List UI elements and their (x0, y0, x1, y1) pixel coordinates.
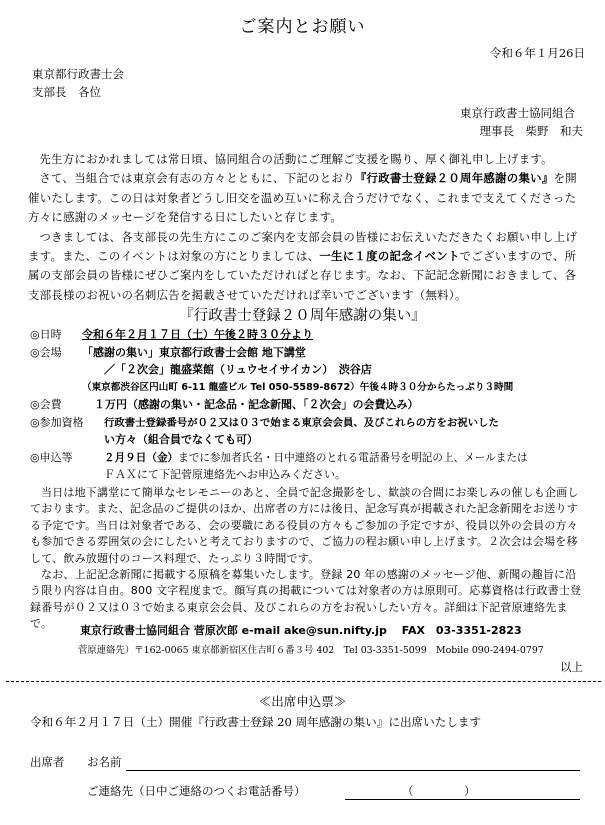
phone-label: ご連絡先（日中ご連絡のつくお電話番号） (87, 784, 306, 798)
intro-p2-pre: さて、当組合では東京会有志の方々とともに、下記のとおり (39, 171, 355, 186)
intro-paragraph-3 (28, 228, 584, 306)
eligibility-line-2: い方々（組合員でなくても可） (104, 433, 258, 446)
fee-value: １万円（感謝の集い・記念品・記念新聞、「２次会」の会費込み） (94, 398, 419, 411)
name-label: お名前 (87, 755, 122, 769)
apply-line-2: ＦＡＸにて下記菅原連絡先へお申込みください。 (104, 468, 346, 481)
closing-mark: 以上 (560, 660, 583, 674)
event-heading: 『行政書士登録２０周年感謝の集い』 (179, 308, 426, 324)
intro-p3-highlight: 一生に１度の記念イベント (319, 249, 460, 264)
eligibility-line-1: 行政書士登録番号が０２又は０３で始まる東京会会員、及びこれらの方をお祝いした (104, 417, 499, 429)
intro-p3-post: でございますので、所属の支部会員の皆様にぜひご案内をしていただければと存じます。なお、下記記念新聞におきまして、各支部長様のお祝いの名刺広告を掲載させていただければ幸いでございます（無料）。 (28, 249, 577, 302)
venue-line-3: （東京都渋谷区円山町 6-11 龍盛ビル Tel 050-5589-8672）午後４時３０分からたっぷり３時間 (82, 382, 514, 393)
intro-paragraph-2 (28, 169, 584, 227)
details-section (30, 485, 582, 633)
intro-p3-pre: つきましては、各支部長の先生方にこのご案内を支部会員の皆様にお伝えいただきたくお願い申し上げます。また、このイベントは対象の方にとりましては、 (28, 229, 578, 264)
form-title: ≪出席申込票≫ (258, 694, 347, 709)
datetime-value: 令和６年２月１７日（土）午後２時３０分より (82, 328, 313, 341)
phone-paren-close: ） (464, 784, 476, 798)
phone-paren-open: （ (402, 784, 414, 798)
issue-date: 令和６年１月26日 (489, 46, 585, 60)
recipient-line1: 東京都行政書士会 (32, 67, 124, 81)
venue-label: ◎会場 (30, 346, 62, 359)
venue-line-2: ／「２次会」龍盛菜館（リュウセイサイカン） 渋谷店 (104, 363, 372, 376)
datetime-label: ◎日時 (30, 328, 62, 341)
intro-paragraph-1: 先生方におかれましては常日頃、協同組合の活動にご理解ご支援を賜り、厚く御礼申し上げます。 (39, 152, 553, 166)
fee-label: ◎会費 (30, 398, 62, 411)
contact-line-2: 菅原連絡先）〒162-0065 東京都新宿区住吉町６番３号 402 Tel 03-3351-5099 Mobile 090-2494-0797 (78, 645, 544, 656)
apply-deadline: ２月９日（金） (104, 452, 179, 464)
sender-line2: 理事長 柴野 和夫 (479, 124, 583, 138)
cut-line-divider (6, 681, 601, 682)
form-statement: 令和６年２月１７日（土）開催『行政書士登録 20 周年感謝の集い』に出席いたします (30, 715, 482, 729)
eligibility-label: ◎参加資格 (30, 416, 84, 429)
apply-line-1-rest: までに参加者氏名・日中連絡のとれる電話番号を明記の上、メールまたは (178, 452, 528, 464)
attendee-label: 出席者 (30, 755, 65, 769)
sender-line1: 東京行政書士協同組合 (460, 106, 575, 120)
intro-p2-event: 『行政書士登録２０周年感謝の集い』 (354, 171, 554, 186)
page-title: ご案内とお願い (239, 17, 366, 37)
phone-input-line[interactable] (345, 799, 580, 800)
apply-label: ◎申込等 (30, 451, 73, 464)
intro-p2-post: を開催いたします。この日は対象者どうし旧交を温め互いに称え合うだけでなく、これまで支えてくださった方々に感謝のメッセージを発信する日にしたいと存じます。 (28, 171, 577, 225)
contact-line-1: 東京行政書士協同組合 菅原次郎 e-mail ake@sun.nifty.jp FAX 03-3351-2823 (80, 624, 522, 637)
apply-line-1 (104, 450, 528, 467)
recipient-line2: 支部長 各位 (32, 85, 101, 99)
intro-section (28, 150, 584, 305)
details-paragraph-2: なお、上記記念新聞に掲載する原稿を募集いたします。登録 20 年の感謝のメッセージ他、新聞の趣旨に沿う限り内容は自由。800 文字程度まで。顔写真の掲載については対象者の方は原則可。応募資格は行政書士登録番号が０２又は０３で始まる東京会会員、及びこれらの方をお祝いしたい方々。詳細は下記菅原連絡先まで。 (30, 568, 582, 631)
venue-line-1: 「感謝の集い」東京都行政書士会館 地下講堂 (82, 346, 306, 359)
details-paragraph-1: 当日は地下講堂にて簡単なセレモニーのあと、全員で記念撮影をし、歓談の合間にお楽しみの催しも企画しております。また、記念品のご提供のほか、出席者の方には後日、記念写真が掲載された記念新聞をお送りする予定です。当日は対象者である、会の要職にある役員の方々もご参加の予定ですが、役員以外の会員の方々も参加できる雰囲気の会にしたいと考えておりますので、ご協力の程お願い申し上げます。２次会は会場を移して、飲み放題付のコース料理で、たっぷり３時間です。 (30, 486, 579, 565)
name-input-line[interactable] (126, 770, 580, 771)
